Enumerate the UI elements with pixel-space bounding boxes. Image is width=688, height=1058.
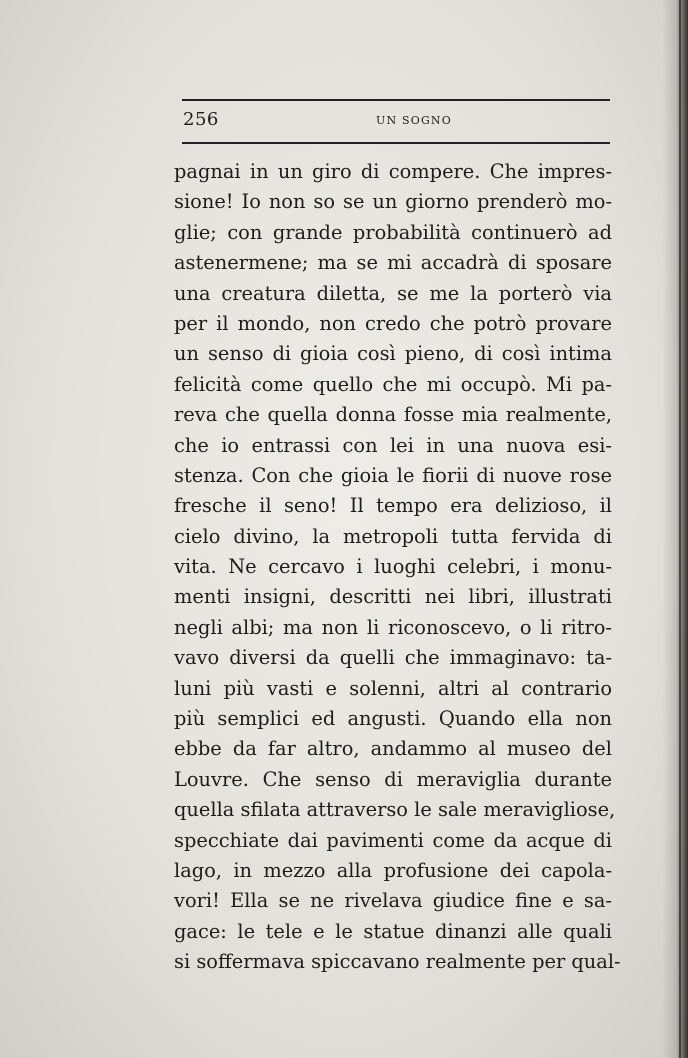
header-rule-top <box>182 99 610 101</box>
text-line: si soffermava spiccavano realmente per qual- <box>174 950 621 974</box>
text-line: pagnai in un giro di compere. Che impres- <box>174 160 612 183</box>
text-line: più semplici ed angusti. Quando ella non <box>174 707 612 731</box>
text-line: ebbe da far altro, andammo al museo del <box>174 737 612 761</box>
body-text <box>174 157 621 978</box>
text-line: Louvre. Che senso di meraviglia durante <box>174 767 612 791</box>
page-number: 256 <box>183 109 219 130</box>
header-rule-bottom <box>182 142 610 144</box>
text-line: per il mondo, non credo che potrò provare <box>174 311 612 335</box>
text-line: vori! Ella se ne rivelava giudice fine e sa- <box>174 889 612 913</box>
text-line: che io entrassi con lei in una nuova esi- <box>174 433 612 457</box>
text-line: astenermene; ma se mi accadrà di sposare <box>174 251 612 275</box>
text-line: specchiate dai pavimenti come da acque di <box>174 828 612 852</box>
text-line: gace: le tele e le statue dinanzi alle quali <box>174 919 612 943</box>
text-line: luni più vasti e solenni, altri al contrario <box>174 676 612 700</box>
text-line: stenza. Con che gioia le fiorii di nuove rose <box>174 463 612 487</box>
text-line: fresche il seno! Il tempo era delizioso, il <box>174 494 612 518</box>
text-line: un senso di gioia così pieno, di così intima <box>174 342 612 366</box>
text-line: vavo diversi da quelli che immaginavo: ta- <box>174 646 612 670</box>
text-line: glie; con grande probabilità continuerò ad <box>174 220 612 244</box>
text-line: negli albi; ma non li riconoscevo, o li ritro- <box>174 615 612 639</box>
text-line: vita. Ne cercavo i luoghi celebri, i monu- <box>174 555 612 579</box>
page-header <box>182 106 610 134</box>
text-line: lago, in mezzo alla profusione dei capola- <box>174 858 612 882</box>
page-edge-shadow <box>662 0 688 1058</box>
text-line: reva che quella donna fosse mia realmente, <box>174 403 612 427</box>
text-line: felicità come quello che mi occupò. Mi pa- <box>174 372 612 396</box>
text-line: menti insigni, descritti nei libri, illustrati <box>174 585 612 609</box>
text-line: una creatura diletta, se me la porterò via <box>174 281 612 305</box>
text-line: quella sfilata attraverso le sale meravigliose, <box>174 798 616 822</box>
text-line: cielo divino, la metropoli tutta fervida di <box>174 524 612 548</box>
text-line: sione! Io non so se un giorno prenderò mo- <box>174 190 612 214</box>
page-edge-line <box>679 0 681 1058</box>
running-head: UN SOGNO <box>376 114 452 127</box>
